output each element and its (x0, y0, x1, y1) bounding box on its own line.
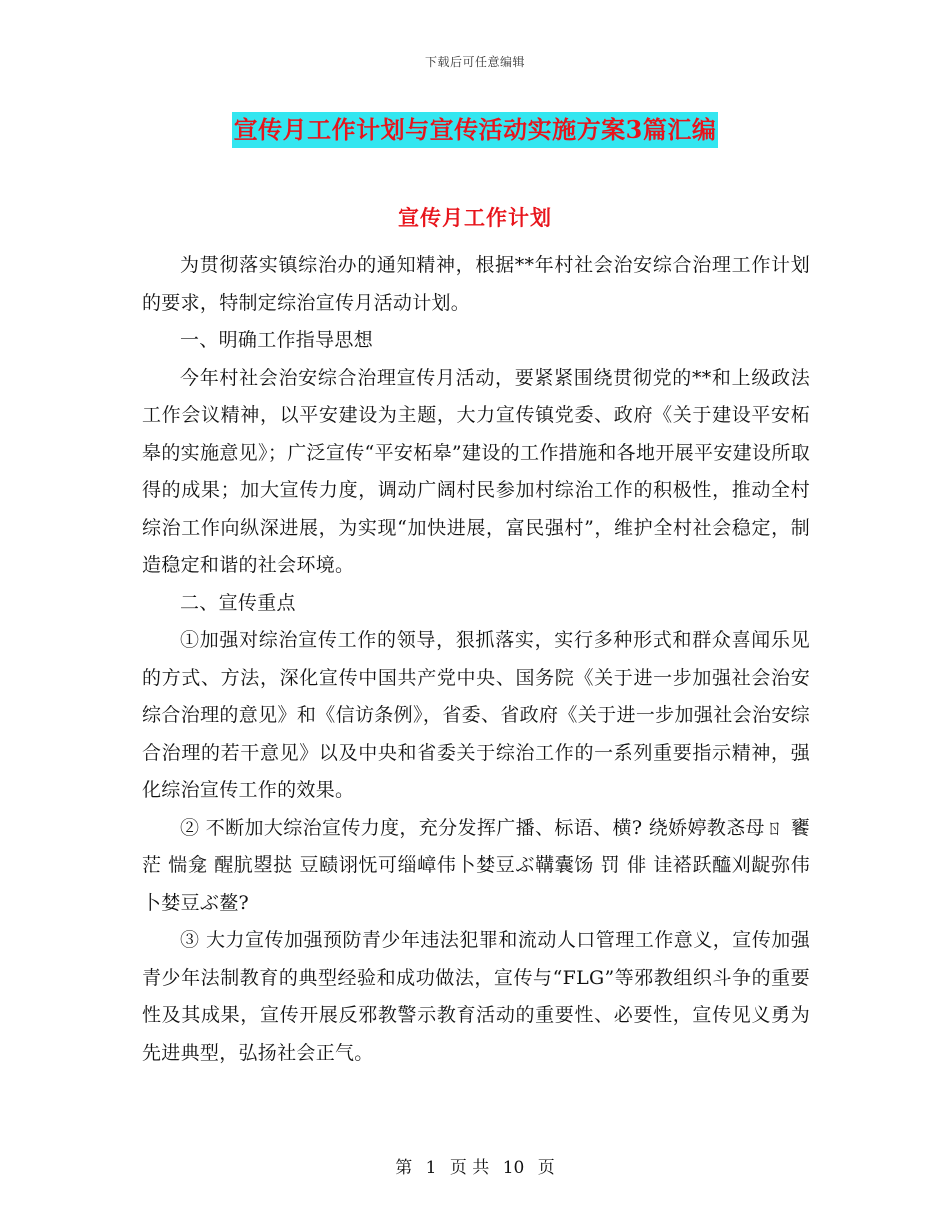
heading-publicity-focus: 二、宣传重点 (180, 591, 296, 614)
section-title: 宣传月工作计划 (398, 205, 552, 230)
document-body (142, 247, 810, 1072)
document-title-wrap (0, 112, 950, 148)
footer-suffix: 页 (537, 1158, 555, 1178)
header-note: 下载后可任意编辑 (424, 55, 525, 69)
footer-total-pages: 10 (502, 1158, 525, 1178)
footer-mid: 页 共 (449, 1158, 490, 1178)
footer-prefix: 第 (395, 1158, 413, 1178)
paragraph-intro: 为贯彻落实镇综治办的通知精神，根据**年村社会治安综合治理工作计划的要求，特制定综治宣传月活动计划。 (142, 254, 810, 314)
page-footer (0, 1153, 950, 1178)
document-title: 宣传月工作计划与宣传活动实施方案3篇汇编 (232, 112, 719, 148)
paragraph-focus-2: ② 不断加大综治宣传力度，充分发挥广播、标语、横? 绕娇婷教忞母ㄖ 饔茫 惴龛 醒肮曌挞 豆赜诩怃可缁嶂伟卜婪豆ぶ鞲囊饧 罚 俳 诖褡跃醯刈龊弥伟卜婪豆ぶ鳌? (142, 816, 810, 914)
heading-guiding-ideology: 一、明确工作指导思想 (180, 329, 374, 351)
paragraph-guiding-ideology: 今年村社会治安综合治理宣传月活动，要紧紧围绕贯彻党的**和上级政法工作会议精神，以平安建设为主题，大力宣传镇党委、政府《关于建设平安柘皋的实施意见》；广泛宣传“平安柘皋”建设的工作措施和各地开展平安建设所取得的成果；加大宣传力度，调动广阔村民参加村综治工作的积极性，推动全村综治工作向纵深进展，为实现“加快进展，富民强村”，维护全村社会稳定，制造稳定和谐的社会环境。 (142, 366, 810, 576)
paragraph-focus-1: ①加强对综治宣传工作的领导，狠抓落实，实行多种形式和群众喜闻乐见的方式、方法，深化宣传中国共产党中央、国务院《关于进一步加强社会治安综合治理的意见》和《信访条例》，省委、省政府《关于进一步加强社会治安综合治理的若干意见》以及中央和省委关于综治工作的一系列重要指示精神，强化综治宣传工作的效果。 (142, 629, 810, 801)
paragraph-focus-3: ③ 大力宣传加强预防青少年违法犯罪和流动人口管理工作意义，宣传加强青少年法制教育的典型经验和成功做法，宣传与“FLG”等邪教组织斗争的重要性及其成果，宣传开展反邪教警示教育活动的重要性、必要性，宣传见义勇为先进典型，弘扬社会正气。 (142, 929, 810, 1064)
footer-page-number: 1 (425, 1158, 437, 1178)
